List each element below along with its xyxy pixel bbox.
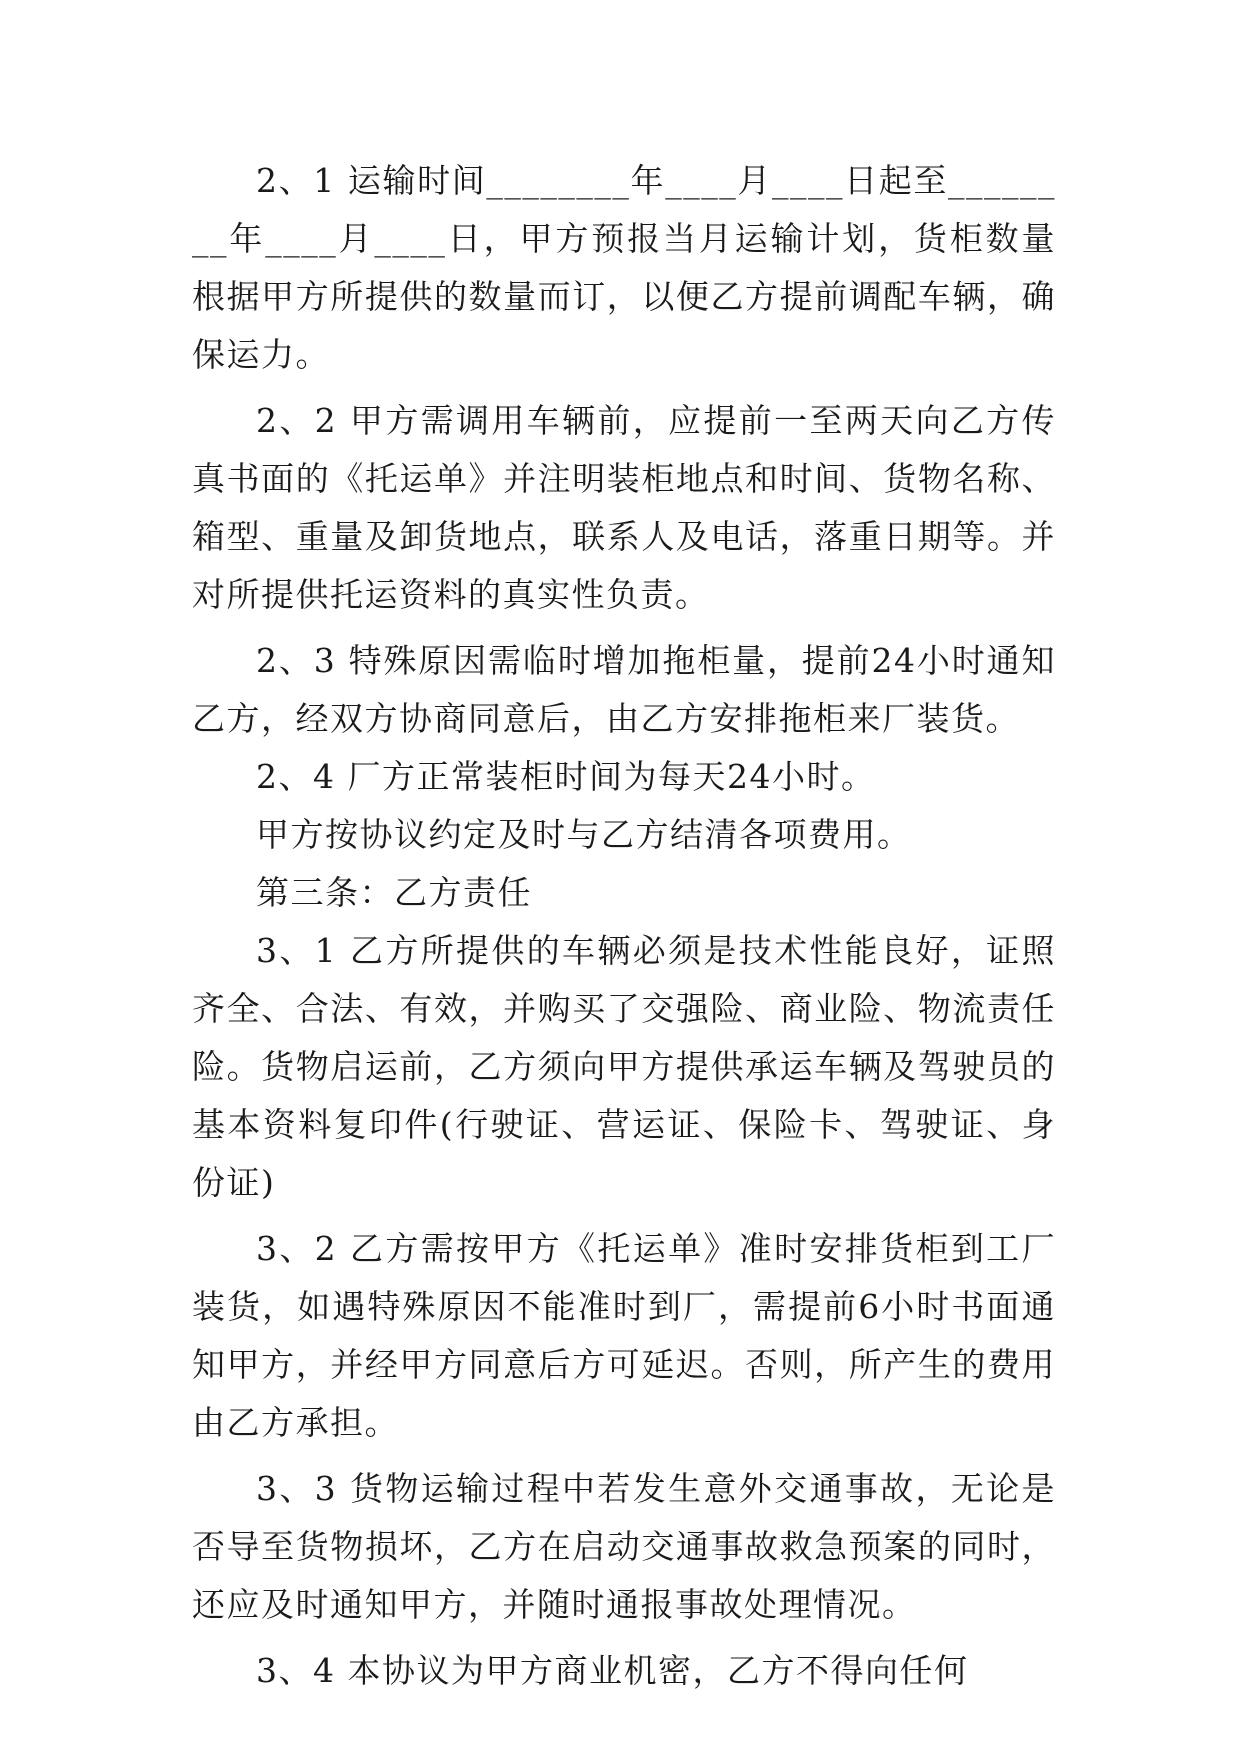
paragraph-party-a-payment: 甲方按协议约定及时与乙方结清各项费用。 xyxy=(256,815,912,854)
paragraph-2-3: 2、3 特殊原因需临时增加拖柜量，提前24小时通知乙方，经双方协商同意后，由乙方安排拖柜来厂装货。 xyxy=(192,641,1056,738)
paragraph-3-1: 3、1 乙方所提供的车辆必须是技术性能良好，证照齐全、合法、有效，并购买了交强险、商业险、物流责任险。货物启运前，乙方须向甲方提供承运车辆及驾驶员的基本资料复印件(行驶证、营运证、保险卡、驾驶证、身份证) xyxy=(192,931,1056,1202)
paragraph-3-3: 3、3 货物运输过程中若发生意外交通事故，无论是否导至货物损坏，乙方在启动交通事故救急预案的同时，还应及时通知甲方，并随时通报事故处理情况。 xyxy=(192,1469,1056,1624)
section-heading-article-3: 第三条：乙方责任 xyxy=(256,873,532,912)
document-body xyxy=(192,152,1056,1700)
paragraph-2-4: 2、4 厂方正常装柜时间为每天24小时。 xyxy=(256,757,876,796)
paragraph-3-2: 3、2 乙方需按甲方《托运单》准时安排货柜到工厂装货，如遇特殊原因不能准时到厂，需提前6小时书面通知甲方，并经甲方同意后方可延迟。否则，所产生的费用由乙方承担。 xyxy=(192,1229,1056,1442)
paragraph-2-2: 2、2 甲方需调用车辆前，应提前一至两天向乙方传真书面的《托运单》并注明装柜地点和时间、货物名称、箱型、重量及卸货地点，联系人及电话，落重日期等。并对所提供托运资料的真实性负责。 xyxy=(192,401,1056,614)
paragraph-3-4: 3、4 本协议为甲方商业机密，乙方不得向任何 xyxy=(256,1651,969,1690)
paragraph-2-1: 2、1 运输时间________年____月____日起至________年____月____日，甲方预报当月运输计划，货柜数量根据甲方所提供的数量而订，以便乙方提前调配车辆，确保运力。 xyxy=(192,161,1056,374)
